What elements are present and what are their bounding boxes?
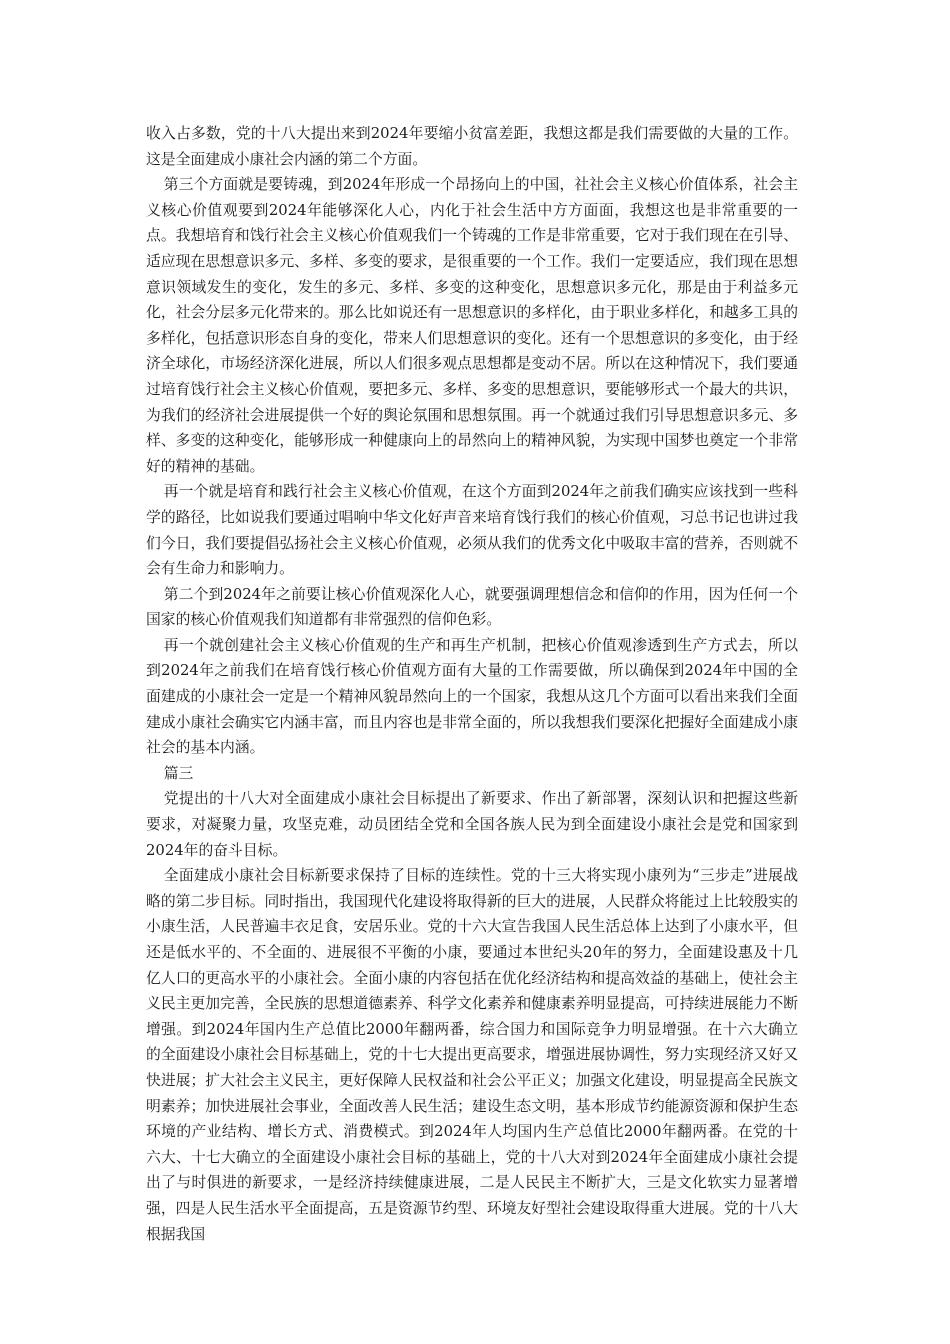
paragraph-2: 第三个方面就是要铸魂，到2024年形成一个昂扬向上的中国，社社会主义核心价值体系，社会主义核心价值观要到2024年能够深化人心，内化于社会生活中方方面面，我想这也是非常重要的一点。我想培育和饯行社会主义核心价值观我们一个铸魂的工作是非常重要，它对于我们现在在引导、适应现在思想意识多元、多样、多变的要求，是很重要的一个工作。我们一定要适应，我们现在思想意识领域发生的变化，发生的多元、多样、多变的这种变化，思想意识多元化，那是由于利益多元化，社会分层多元化带来的。那么比如说还有一思想意识的多样化，由于职业多样化，和越多工具的多样化，包括意识形态自身的变化，带来人们思想意识的变化。还有一个思想意识的多变化，由于经济全球化，市场经济深化进展，所以人们很多观点思想都是变动不居。所以在这种情况下，我们要通过培育饯行社会主义核心价值观，要把多元、多样、多变的思想意识，要能够形式一个最大的共识，为我们的经济社会进展提供一个好的舆论氛围和思想氛围。再一个就通过我们引导思想意识多元、多样、多变的这种变化，能够形成一种健康向上的昂然向上的精神风貌，为实现中国梦也奠定一个非常好的精神的基础。	[146, 176, 798, 475]
paragraph-4: 第二个到2024年之前要让核心价值观深化人心，就要强调理想信念和信仰的作用，因为任何一个国家的核心价值观我们知道都有非常强烈的信仰色彩。	[146, 585, 798, 629]
section-heading: 篇三	[163, 764, 194, 782]
paragraph-5: 再一个就创建社会主义核心价值观的生产和再生产机制，把核心价值观渗透到生产方式去，所以到2024年之前我们在培育饯行核心价值观方面有大量的工作需要做，所以确保到2024年中国的全面建成的小康社会一定是一个精神风貌昂然向上的一个国家，我想从这几个方面可以看出来我们全面建成小康社会确实它内涵丰富，而且内容也是非常全面的，所以我想我们要深化把握好全面建成小康社会的基本内涵。	[146, 636, 798, 757]
paragraph-7: 全面建成小康社会目标新要求保持了目标的连续性。党的十三大将实现小康列为“三步走”进展战略的第二步目标。同时指出，我国现代化建设将取得新的巨大的进展，人民群众将能过上比较殷实的小康生活，人民普遍丰衣足食，安居乐业。党的十六大宣告我国人民生活总体上达到了小康水平，但还是低水平的、不全面的、进展很不平衡的小康，要通过本世纪头20年的努力，全面建设惠及十几亿人口的更高水平的小康社会。全面小康的内容包括在优化经济结构和提高效益的基础上，使社会主义民主更加完善，全民族的思想道德素养、科学文化素养和健康素养明显提高，可持续进展能力不断增强。到2024年国内生产总值比2000年翻两番，综合国力和国际竞争力明显增强。在十六大确立的全面建设小康社会目标基础上，党的十七大提出更高要求，增强进展协调性，努力实现经济又好又快进展；扩大社会主义民主，更好保障人民权益和社会公平正义；加强文化建设，明显提高全民族文明素养；加快进展社会事业，全面改善人民生活；建设生态文明，基本形成节约能源资源和保护生态环境的产业结构、增长方式、消费模式。到2024年人均国内生产总值比2000年翻两番。在党的十六大、十七大确立的全面建设小康社会目标的基础上，党的十八大对到2024年全面建成小康社会提出了与时俱进的新要求，一是经济持续健康进展，二是人民民主不断扩大，三是文化软实力显著增强，四是人民生活水平全面提高，五是资源节约型、环境友好型社会建设取得重大进展。党的十八大根据我国	[146, 867, 798, 1243]
paragraph-1: 收入占多数，党的十八大提出来到2024年要缩小贫富差距，我想这都是我们需要做的大量的工作。这是全面建成小康社会内涵的第二个方面。	[146, 125, 798, 168]
paragraph-3: 再一个就是培育和践行社会主义核心价值观，在这个方面到2024年之前我们确实应该找到一些科学的路径，比如说我们要通过唱响中华文化好声音来培育饯行我们的核心价值观，习总书记也讲过我们今日，我们要提倡弘扬社会主义核心价值观，必须从我们的优秀文化中吸取丰富的营养，否则就不会有生命力和影响力。	[146, 483, 798, 578]
document-body	[146, 121, 798, 1247]
paragraph-6: 党提出的十八大对全面建成小康社会目标提出了新要求、作出了新部署，深刻认识和把握这些新要求，对凝聚力量，攻坚克难，动员团结全党和全国各族人民为到全面建设小康社会是党和国家到2024年的奋斗目标。	[146, 790, 798, 859]
